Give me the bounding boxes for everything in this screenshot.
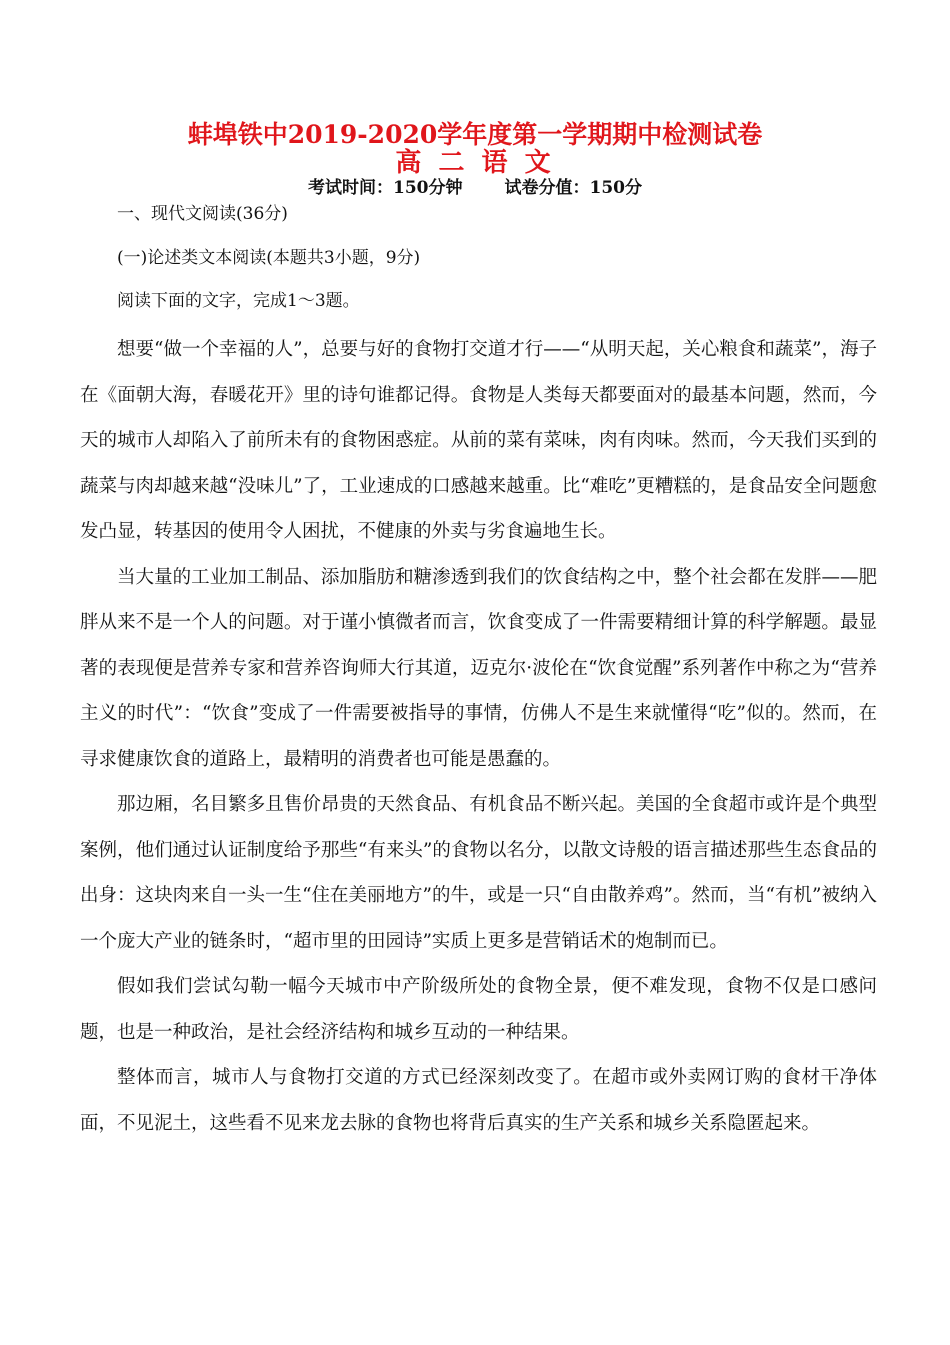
passage-paragraph: 当大量的工业加工制品、添加脂肪和糖渗透到我们的饮食结构之中，整个社会都在发胖——肥胖从来不是一个人的问题。对于谨小慎微者而言，饮食变成了一件需要精细计算的科学解题。最显著的表现便是营养专家和营养咨询师大行其道，迈克尔·波伦在“饮食觉醒”系列著作中称之为“营养主义的时代”：“饮食”变成了一件需要被指导的事情，仿佛人不是生来就懂得“吃”似的。然而，在寻求健康饮食的道路上，最精明的消费者也可能是愚蠢的。	[80, 566, 877, 770]
exam-subject: 高 二 语 文	[395, 148, 555, 178]
subsection-heading: (一)论述类文本阅读(本题共3小题，9分)	[117, 248, 421, 268]
section-heading: 一、现代文阅读(36分)	[117, 204, 288, 224]
exam-time: 考试时间：150分钟	[308, 178, 463, 198]
exam-score: 试卷分值：150分	[504, 178, 642, 198]
reading-passage	[80, 327, 877, 1146]
exam-title: 蚌埠铁中2019-2020学年度第一学期期中检测试卷	[187, 120, 763, 149]
passage-paragraph: 想要“做一个幸福的人”，总要与好的食物打交道才行——“从明天起，关心粮食和蔬菜”，海子在《面朝大海，春暖花开》里的诗句谁都记得。食物是人类每天都要面对的最基本问题，然而，今天的城市人却陷入了前所未有的食物困惑症。从前的菜有菜味，肉有肉味。然而，今天我们买到的蔬菜与肉却越来越“没味儿”了，工业速成的口感越来越重。比“难吃”更糟糕的，是食品安全问题愈发凸显，转基因的使用令人困扰，不健康的外卖与劣食遍地生长。	[80, 339, 877, 542]
exam-info	[0, 177, 950, 199]
passage-paragraph: 整体而言，城市人与食物打交道的方式已经深刻改变了。在超市或外卖网订购的食材干净体面，不见泥土，这些看不见来龙去脉的食物也将背后真实的生产关系和城乡关系隐匿起来。	[80, 1067, 877, 1134]
reading-instruction: 阅读下面的文字，完成1～3题。	[117, 291, 360, 311]
passage-paragraph: 假如我们尝试勾勒一幅今天城市中产阶级所处的食物全景，便不难发现，食物不仅是口感问题，也是一种政治，是社会经济结构和城乡互动的一种结果。	[80, 976, 877, 1043]
passage-paragraph: 那边厢，名目繁多且售价昂贵的天然食品、有机食品不断兴起。美国的全食超市或许是个典型案例，他们通过认证制度给予那些“有来头”的食物以名分，以散文诗般的语言描述那些生态食品的出身：这块肉来自一头一生“住在美丽地方”的牛，或是一只“自由散养鸡”。然而，当“有机”被纳入一个庞大产业的链条时，“超市里的田园诗”实质上更多是营销话术的炮制而已。	[80, 794, 877, 952]
